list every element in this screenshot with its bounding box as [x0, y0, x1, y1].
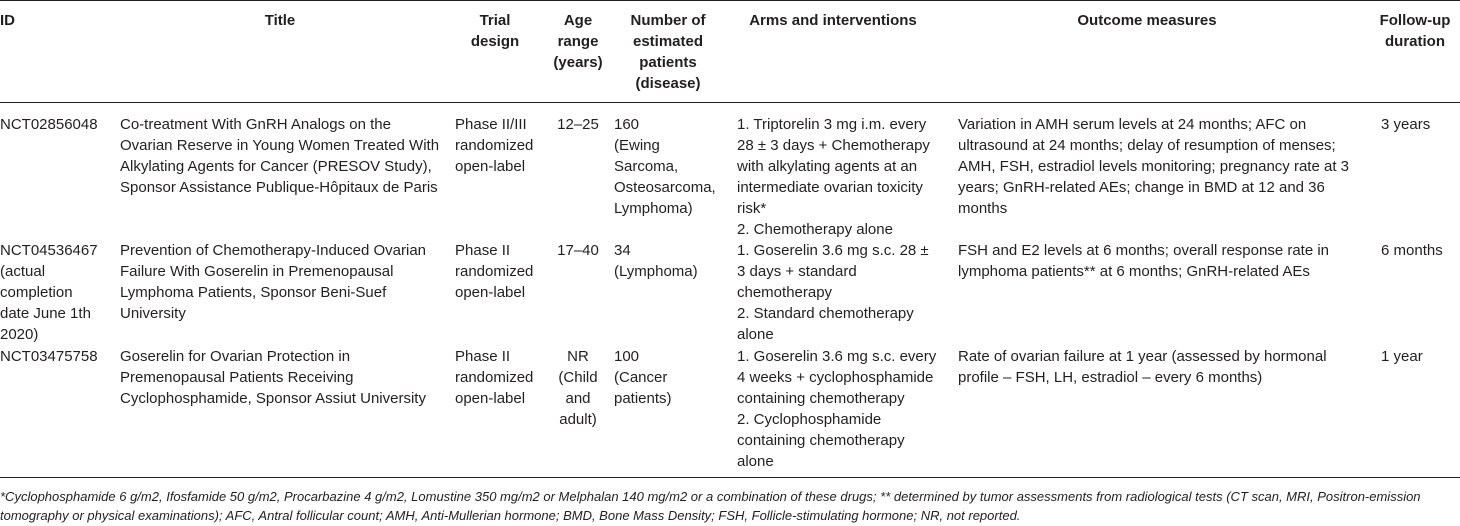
- cell-trial-design: Phase II randomized open-label: [455, 242, 534, 301]
- header-title: Title: [264, 12, 296, 29]
- cell-arms: 1. Triptorelin 3 mg i.m. every 28 ± 3 days + Chemotherapy with alkylating agents at an intermediate ovarian toxicity risk* 2. Chemotherapy alone: [737, 116, 930, 238]
- cell-title: Goserelin for Ovarian Protection in Premenopausal Patients Receiving Cyclophosphamide, Sponsor Assiut University: [120, 348, 426, 407]
- cell-age-range: NR (Child and adult): [558, 348, 598, 428]
- cell-title: Prevention of Chemotherapy-Induced Ovarian Failure With Goserelin in Premenopausal Lymphoma Patients, Sponsor Beni-Suef University: [120, 242, 427, 322]
- cell-followup: 3 years: [1381, 116, 1431, 133]
- header-outcomes: Outcome measures: [1077, 12, 1217, 29]
- cell-followup: 6 months: [1381, 242, 1443, 259]
- cell-patients: 100 (Cancer patients): [614, 348, 672, 407]
- header-age-range: Age range (years): [553, 12, 603, 71]
- header-id: ID: [0, 12, 15, 29]
- table-top-rule: [0, 0, 1460, 1]
- cell-arms: 1. Goserelin 3.6 mg s.c. 28 ± 3 days + standard chemotherapy 2. Standard chemotherapy alone: [737, 242, 929, 343]
- cell-age-range: 17–40: [557, 242, 599, 259]
- cell-trial-design: Phase II randomized open-label: [455, 348, 534, 407]
- cell-title: Co-treatment With GnRH Analogs on the Ovarian Reserve in Young Women Treated With Alkylating Agents for Cancer (PRESOV Study), Sponsor Assistance Publique-Hôpitaux de Paris: [120, 116, 440, 196]
- header-trial-design: Trial design: [470, 12, 520, 50]
- header-patients: Number of estimated patients (disease): [630, 12, 706, 92]
- cell-outcomes: Rate of ovarian failure at 1 year (assessed by hormonal profile – FSH, LH, estradiol – every 6 months): [958, 348, 1327, 386]
- cell-patients: 34 (Lymphoma): [614, 242, 698, 280]
- cell-trial-design: Phase II/III randomized open-label: [455, 116, 534, 175]
- header-arms: Arms and interventions: [749, 12, 917, 29]
- header-bottom-rule: [0, 102, 1460, 103]
- cell-outcomes: FSH and E2 levels at 6 months; overall response rate in lymphoma patients** at 6 months; GnRH-related AEs: [958, 242, 1330, 280]
- header-followup: Follow-up duration: [1379, 12, 1451, 50]
- cell-id: NCT03475758: [0, 348, 98, 365]
- cell-outcomes: Variation in AMH serum levels at 24 months; AFC on ultrasound at 24 months; delay of resumption of menses; AMH, FSH, estradiol levels monitoring; pregnancy rate at 3 years; GnRH-related AEs; change in BMD at 12 and 36 months: [958, 116, 1350, 217]
- cell-age-range: 12–25: [557, 116, 599, 133]
- table-bottom-rule: [0, 477, 1460, 478]
- cell-id: NCT04536467 (actual completion date June 1th 2020): [0, 242, 98, 343]
- cell-patients: 160 (Ewing Sarcoma, Osteosarcoma, Lymphoma): [614, 116, 716, 217]
- cell-followup: 1 year: [1381, 348, 1423, 365]
- table-footnote: *Cyclophosphamide 6 g/m2, Ifosfamide 50 g/m2, Procarbazine 4 g/m2, Lomustine 350 mg/m2 or Melphalan 140 mg/m2 or a combination of these drugs; ** determined by tumor assessments from radiological tests (CT scan, MRI, Positron-emission tomography or physical examinations); AFC, Antral follicular count; AMH, Anti-Mullerian hormone; BMD, Bone Mass Density; FSH, Follicle-stimulating hormone; NR, not reported.: [0, 489, 1421, 523]
- cell-id: NCT02856048: [0, 116, 98, 133]
- cell-arms: 1. Goserelin 3.6 mg s.c. every 4 weeks + cyclophosphamide containing chemotherapy 2. Cyclophosphamide containing chemotherapy alone: [737, 348, 937, 470]
